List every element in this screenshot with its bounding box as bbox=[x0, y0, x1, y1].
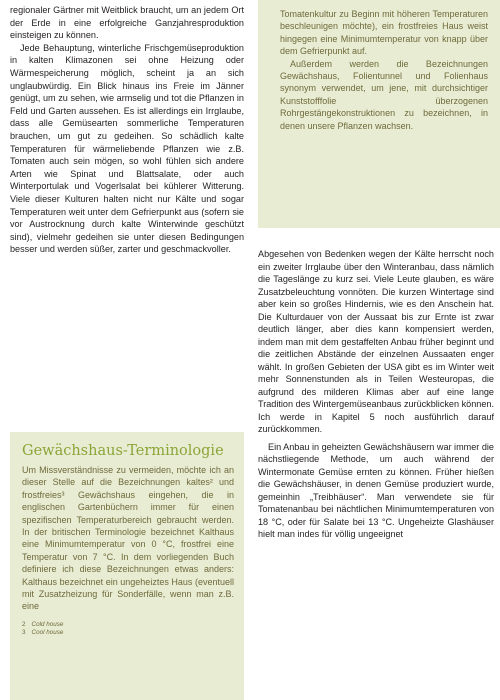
terminology-box bbox=[10, 432, 244, 700]
left-paragraph-2: Jede Behauptung, winterliche Frischgemüseproduktion in kalten Klimazonen sei ohne Heizung oder Wärmespeicherung möglich, scheint ja an sich unglaubwürdig. Ein Blick hinaus ins Freie im Jänner genügt, um zu sehen, wie armselig und tot die Pflanzen in Feld und Garten aussehen. Es ist allerdings ein Irrglaube, dass alle Gemüsearten sommerliche Temperaturen brauchen, um gut zu gedeihen. So schädlich kalte Temperaturen für wärmeliebende Pflanzen wie z.B. Tomaten auch sein mögen, so wohl fühlen sich andere Arten wie Spinat und Blattsalate, oder auch Winterportulak und Vogerlsalat bei kühlerer Witterung. Viele dieser Kulturen halten nicht nur Kälte und sogar Temperaturen weit unter dem Gefrierpunkt aus (sofern sie vor Austrocknung durch kalte Winterwinde geschützt sind), vielmehr gedeihen sie unter diesen Bedingungen besser und werden süßer, zarter und geschmackvoller. bbox=[10, 42, 244, 255]
right-column bbox=[258, 248, 494, 541]
left-paragraph-1: regionaler Gärtner mit Weitblick braucht, um an jedem Ort der Erde in eine erfolgreiche Ganzjahresproduktion einsteigen zu können. bbox=[10, 5, 244, 41]
terminology-paragraph: Um Missverständnisse zu vermeiden, möchte ich an dieser Stelle auf die Bezeichnungen kaltes² und frostfreies³ Gewächshaus eingehen, die in englischen Gartenbüchern immer für einen spezifischen Temperaturbereich gebraucht werden. In der britischen Terminologie bezeichnet Kalthaus eine Minimumtemperatur von 0 °C, frostfrei eine Temperatur von 7 °C. In dem vorliegenden Buch definiere ich diese Bezeichnungen etwas anders: Kalthaus bezeichnet ein ungeheiztes Haus (eventuell mit Zusatzheizung für Sonderfälle, wenn man z.B. eine bbox=[22, 465, 234, 612]
footnote-2: 2 Cold house bbox=[22, 620, 64, 628]
footnotes bbox=[22, 621, 234, 638]
terminology-box-continued bbox=[258, 0, 500, 228]
box-continued-paragraph-1: Tomatenkultur zu Beginn mit höheren Temperaturen beschleunigen möchte), ein frostfreies Haus weist hingegen eine Minimumtemperatur von knapp über dem Gefrierpunkt auf. bbox=[280, 9, 488, 57]
footnote-3: 3 Cool house bbox=[22, 629, 64, 637]
box-continued-paragraph-2: Außerdem werden die Bezeichnungen Gewächshaus, Folientunnel und Folienhaus synonym verwendet, um jene, mit durchsichtiger Kunststofffolie überzogenen Rohrgestängekonstruktionen zu bezeichnen, in denen unsere Pflanzen wachsen. bbox=[280, 58, 488, 131]
left-column bbox=[10, 4, 244, 256]
right-paragraph-2: Ein Anbau in geheizten Gewächshäusern war immer die nächstliegende Methode, um auch während der Wintermonate Gemüse ernten zu können. Früher hießen die Gewächshäuser, in denen Gemüse produziert wurde, gemeinhin „Treibhäuser“. Man verwendete sie für Tomatenanbau bei nächtlichen Minimumtemperaturen von 18 °C, oder für Salate bei 13 °C. Ungeheizte Glashäuser hielt man indes für völlig ungeeignet bbox=[258, 441, 494, 539]
terminology-title: Gewächshaus-Terminologie bbox=[22, 443, 224, 459]
right-paragraph-1: Abgesehen von Bedenken wegen der Kälte herrscht noch ein zweiter Irrglaube über den Winteranbau, dass nämlich die Tageslänge zu kurz sei. Viele Leute glauben, es wäre Zusatzbeleuchtung vonnöten. Die kurzen Wintertage sind aber kein so großes Hindernis, wie es den Anschein hat. Die Kulturdauer von der Aussaat bis zur Ernte ist zwar deutlich länger, aber dies kann kompensiert werden, indem man mit dem gestaffelten Anbau früher beginnt und die zeitlichen Abstände der einzelnen Aussaaten enger wählt. In großen Gebieten der USA gibt es im Winter weit mehr Sonnenstunden als in Teilen Westeuropas, die aufgrund des milderen Klimas aber auf eine lange Tradition des Wintergemüseanbaus zurückblicken können. Ich werde in Kapitel 5 noch ausführlich darauf zurückkommen. bbox=[258, 249, 494, 434]
